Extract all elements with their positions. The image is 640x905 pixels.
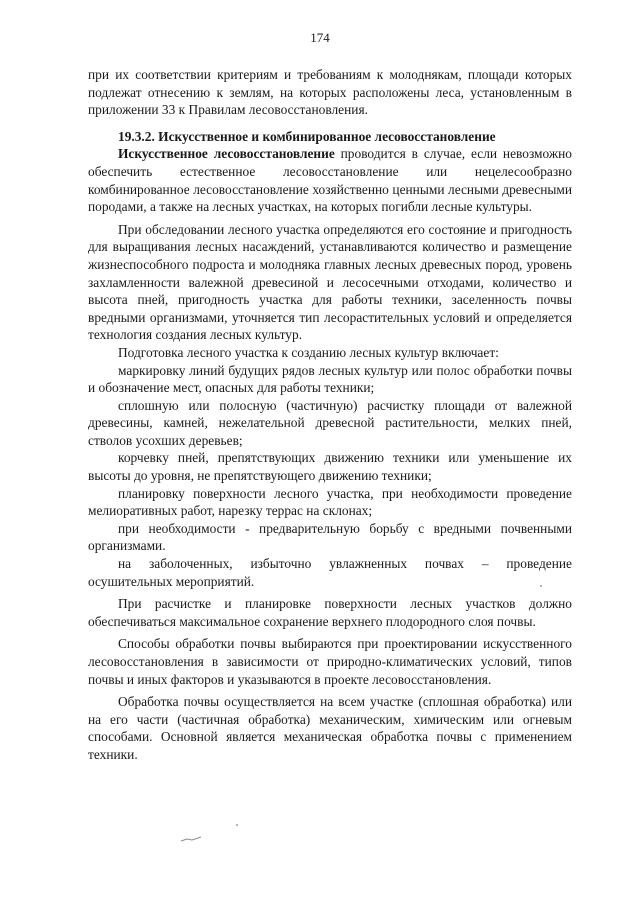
intro-paragraph: при их соответствии критериям и требованиям к молоднякам, площади которых подлежат отнесению к землям, на которых расположены леса, установленным в приложении 33 к Правилам лесовосстановления. [88,67,572,118]
paragraph-artificial-reforestation [88,145,572,215]
scan-speck-icon [540,585,542,587]
scan-speck-icon [236,824,238,826]
paragraph-site-survey: При обследовании лесного участка определяются его состояние и пригодность для выращивания лесных насаждений, устанавливаются количество и размещение жизнеспособного подроста и молодняка главных лесных древесных пород, уровень захламленности валежной древесиной и лесосечными отходами, количество и высота пней, пригодность участка для работы техники, заселенность почвы вредными организмами, уточняется тип лесорастительных условий и определяется технология создания лесных культур. [88,221,572,343]
list-item-clearing: сплошную или полосную (частичную) расчистку площади от валежной древесины, камней, нежелательной древесной растительности, мелких пней, стволов усохших деревьев; [88,397,572,448]
list-item-marking: маркировку линий будущих рядов лесных культур или полос обработки почвы и обозначение мест, опасных для работы техники; [88,362,572,396]
paragraph-soil-treatment-methods: Способы обработки почвы выбираются при проектировании искусственного лесовосстановления в зависимости от природно-климатических условий, типов почвы и иных факторов и указываются в проекте лесовосстановления. [88,636,572,687]
list-item-stump-removal: корчевку пней, препятствующих движению техники или уменьшение их высоты до уровня, не препятствующего движению техники; [88,450,572,484]
scan-mark-icon [180,836,202,842]
paragraph-soil-treatment: Обработка почвы осуществляется на всем участке (сплошная обработка) или на его части (частичная обработка) механическим, химическим или огневым способами. Основной является механическая обработка почвы с применением техники. [88,694,572,762]
term-artificial-reforestation: Искусственное лесовосстановление [118,146,335,162]
paragraph-preparation-intro: Подготовка лесного участка к созданию лесных культур включает: [118,344,499,360]
page-number: 174 [310,30,330,45]
paragraph-text: проводится в случае, если невозможно обеспечить естественное лесовосстановление или нецелесообразно комбинированное лесовосстановление хозяйственно ценными лесными древесными породами, а также на лесных участках, на которых погибли лесные культуры. [88,146,572,215]
list-item-pest-control: при необходимости - предварительную борьбу с вредными почвенными организмами. [88,520,572,554]
list-item-drainage: на заболоченных, избыточно увлажненных почвах – проведение осушительных мероприятий. [88,556,572,589]
section-heading: 19.3.2. Искусственное и комбинированное лесовосстановление [118,128,496,144]
list-item-levelling: планировку поверхности лесного участка, при необходимости проведение мелиоративных работ, нарезку террас на склонах; [88,485,572,519]
document-body [88,66,572,764]
paragraph-topsoil-preservation: При расчистке и планировке поверхности лесных участков должно обеспечиваться максимальное сохранение верхнего плодородного слоя почвы. [88,596,572,629]
